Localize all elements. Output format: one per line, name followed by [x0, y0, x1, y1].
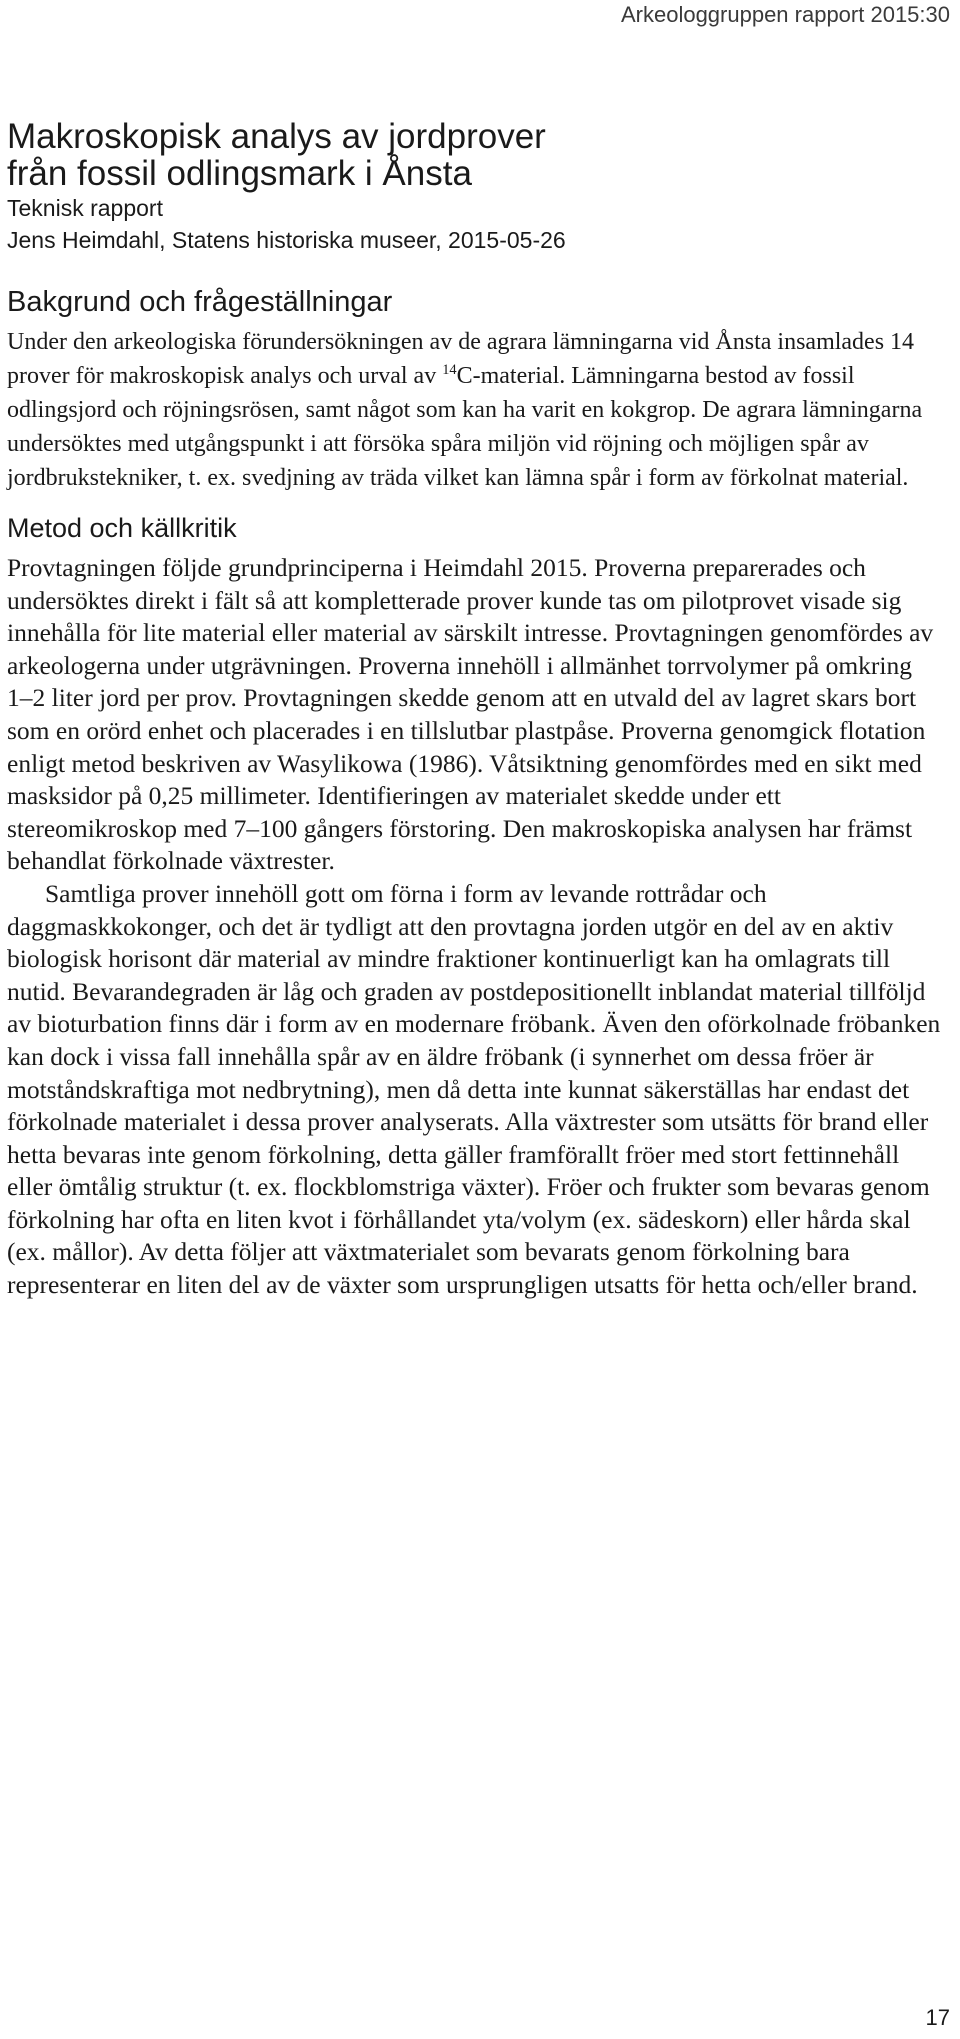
author-line: Jens Heimdahl, Statens historiska museer, 2015-05-26: [7, 227, 566, 253]
background-text-start: Under den arkeologiska förundersökningen av de agrara lämningarna vid Ånsta insamlades 14 prover för makroskopisk analys och urval av: [7, 329, 915, 389]
title-line-2: från fossil odlingsmark i Ånsta: [7, 154, 472, 193]
method-paragraph-1: Provtagningen följde grundprinciperna i Heimdahl 2015. Proverna preparerades och undersöktes direkt i fält så att kompletterade prover kunde tas om pilotprovet visade sig innehålla för lite material eller material av särskilt intresse. Provtagningen genomfördes av arkeologerna under utgrävningen. Proverna innehöll i allmänhet torrvolymer på omkring 1–2 liter jord per prov. Provtagningen skedde genom att en utvald del av lagret skars bort som en orörd enhet och placerades i en tillslutbar plastpåse. Proverna genomgick flotation enligt metod beskriven av Wasylikowa (1986). Våtsiktning genomfördes med en sikt med masksidor på 0,25 millimeter. Identifieringen av materialet skedde under ett stereomikroskop med 7–100 gångers förstoring. Den makroskopiska analysen har främst behandlat förkolnade växtrester.: [7, 553, 934, 876]
page-body: [7, 118, 942, 1302]
method-paragraph-2: Samtliga prover innehöll gott om förna i form av levande rottrådar och daggmaskkokonger, och det är tydligt att den provtagna jorden utgör en del av en aktiv biologisk horisont där material av mindre fraktioner kontinuerligt kan ha omlagrats till nutid. Bevarandegraden är låg och graden av postdepositionellt inblandat material tillföljd av bioturbation finns där i form av en modernare fröbank. Även den oförkolnade fröbanken kan dock i vissa fall innehålla spår av en äldre fröbank (i synnerhet om dessa fröer är motståndskraftiga mot nedbrytning), men då detta inte kunnat säkerställas har endast det förkolnade materialet i dessa prover analyserats. Alla växtrester som utsätts för brand eller hetta bevaras inte genom förkolning, detta gäller framförallt fröer med stort fettinnehåll eller ömtålig struktur (t. ex. flockblomstriga växter). Fröer och frukter som bevaras genom förkolning har ofta en liten kvot i förhållandet yta/volym (ex. sädeskorn) eller hårda skal (ex. mållor). Av detta följer att växtmaterialet som bevarats genom förkolning bara representerar en liten del av de växter som ursprungligen utsatts för hetta och/eller brand.: [7, 878, 941, 1300]
background-paragraph: [7, 325, 942, 495]
isotope-superscript: 14: [442, 362, 457, 378]
section-heading-background: Bakgrund och frågeställningar: [7, 286, 393, 318]
running-header: Arkeologgruppen rapport 2015:30: [620, 2, 950, 27]
page-number: 17: [925, 2005, 950, 2030]
section-heading-method: Metod och källkritik: [7, 513, 237, 543]
background-text-end: C-material. Lämningarna bestod av fossil odlingsjord och röjningsrösen, samt något som kan ha varit en kokgrop. De agrara lämningarna undersöktes med utgångspunkt i att försöka spåra miljön vid röjning och möjligen spår av jordbrukstekniker, t. ex. svedjning av träda vilket kan lämna spår i form av förkolnat material.: [7, 363, 923, 491]
report-subtitle: Teknisk rapport: [7, 195, 163, 221]
title-line-1: Makroskopisk analys av jordprover: [7, 117, 546, 156]
report-title: [7, 118, 942, 192]
